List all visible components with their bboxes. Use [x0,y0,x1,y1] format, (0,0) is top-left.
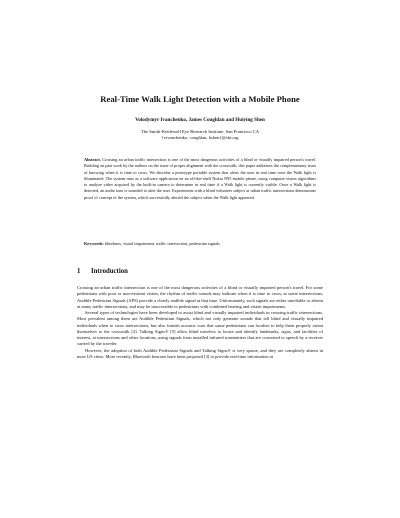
author-list: Volodymyr Ivanchenko, James Coughlan and Huiying Shen [135,117,265,123]
abstract [84,157,316,201]
body-paragraph: However, the adoption of both Audible Pedestrian Signals and Talking Signs® is very sparse, and they are completely absent in most US cities. More recently, Bluetooth beacons have been proposed [3] to provide real-time information at [77,347,323,359]
body-paragraph: Several types of technologies have been developed to assist blind and visually impaired individuals in crossing traffic intersections. Most prevalent among them are Audible Pedestrian Signals, which not only generate sounds that tell blind and visually impaired individuals when to cross intersections, but also furnish acoustic cues that some pedestrians can localize to help them properly orient themselves to the crosswalk [2]. Talking Signs® [5] allow blind travelers to locate and identify landmarks, signs, and facilities of interest, at intersections and other locations, using signals from installed infrared transmitters that are converted to speech by a receiver carried by the traveler. [77,310,323,347]
affiliation: The Smith-Kettlewell Eye Research Institute, San Francisco CA [140,129,260,134]
keywords-text: blindness, visual impairment, traffic intersection, pedestrian signals [104,241,220,246]
abstract-label: Abstract. [84,157,101,162]
abstract-text: Crossing an urban traffic intersection is one of the most dangerous activities of a blind or visually impaired person's travel. Building on past work by the authors on the issue of proper alignment with the crosswalk, this paper addresses the complementary issue of knowing when it is time to cross. We describe a prototype portable system that alerts the user in real time once the Walk light is illuminated. The system runs as a software application on an off-the-shelf Nokia N95 mobile phone, using computer vision algorithms to analyze video acquired by the built-in camera to determine in real time if a Walk light is currently visible. Once a Walk light is detected, an audio tone is sounded to alert the user. Experiments with a blind volunteer subject at urban traffic intersections demonstrate proof of concept of the system, which successfully alerted the subject when the Walk light appeared. [84,157,317,200]
section-heading [77,268,128,275]
author-emails: {vivanchenko, coughlan, hshen}@ski.org [161,135,239,141]
keywords-label: Keywords: [84,241,104,246]
affiliation-block [0,129,400,142]
paper-title: Real-Time Walk Light Detection with a Mobile Phone [100,94,300,104]
introduction-body [77,285,323,360]
keywords [84,241,324,247]
section-number: 1 [77,268,81,275]
section-title: Introduction [91,268,128,275]
body-paragraph: Crossing an urban traffic intersection is one of the most dangerous activities of a blind or visually impaired person's travel. For some pedestrians with poor or non-existent vision, the rhythm of traffic sounds may indicate when it is time to cross; at some intersections, Audible Pedestrian Signals (APS) provide a clearly audible signal at that time. Unfortunately, such signals are either unreliable or absent at many traffic intersections, and may be inaccessible to pedestrians with combined hearing and vision impairments. [77,285,324,309]
